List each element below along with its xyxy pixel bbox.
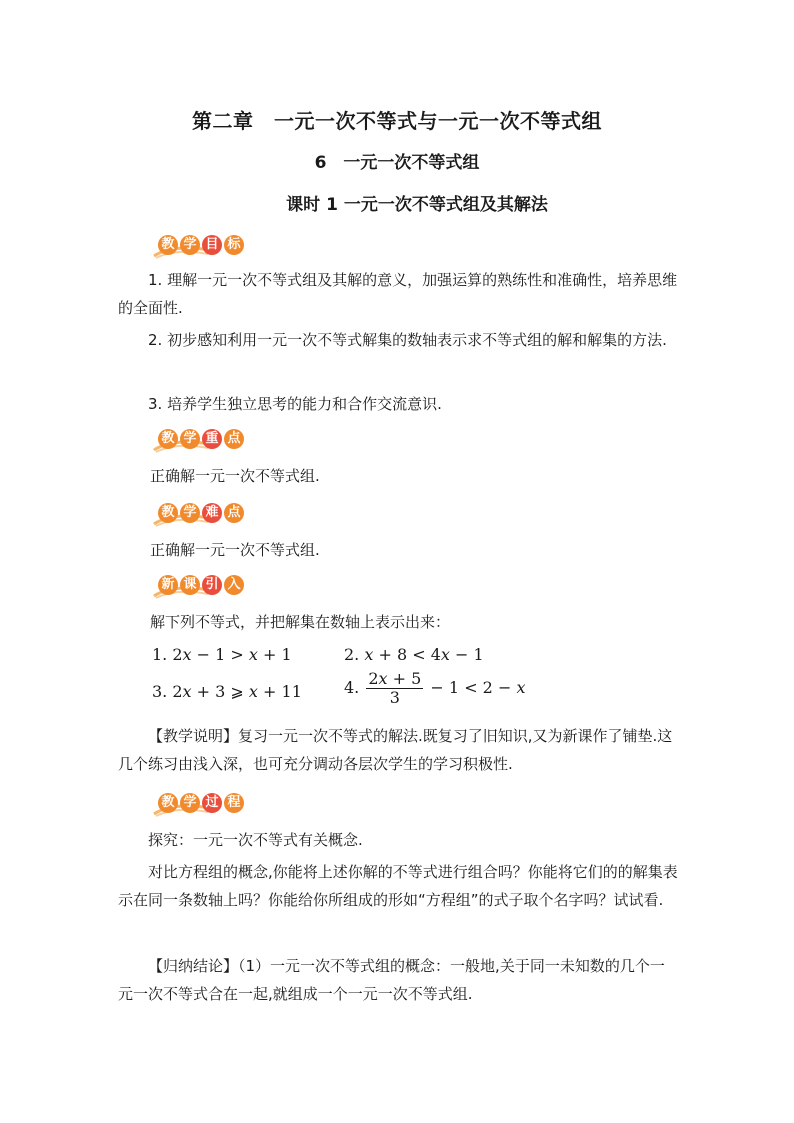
tag-char: 学: [180, 503, 200, 523]
teaching-note: 【教学说明】复习一元一次不等式的解法.既复习了旧知识,又为新课作了铺垫.这几个练习由浅入深，也可充分调动各层次学生的学习积极性.: [118, 727, 673, 773]
intro-prompt: 解下列不等式，并把解集在数轴上表示出来：: [150, 613, 451, 631]
exercise-1: 1. 2x − 1 > x + 1: [152, 645, 292, 664]
question-text: 对比方程组的概念,你能将上述你解的不等式进行组合吗？你能将它们的的解集表示在同一条数轴上吗？你能给你所组成的形如“方程组”的式子取个名字吗？试试看.: [118, 863, 678, 909]
exercise-number: 4.: [344, 678, 360, 697]
tag-char: 重: [202, 429, 222, 449]
tag-char: 学: [180, 429, 200, 449]
exercise-3: 3. 2x + 3 ⩾ x + 11: [152, 682, 302, 701]
tag-char: 标: [224, 235, 244, 255]
exercise-2: 2. x + 8 < 4x − 1: [344, 645, 484, 664]
tag-char: 教: [158, 235, 178, 255]
tag-char: 点: [224, 429, 244, 449]
tag-char: 学: [180, 235, 200, 255]
tag-char: 点: [224, 503, 244, 523]
tag-char: 教: [158, 793, 178, 813]
section-title: 6 一元一次不等式组: [314, 153, 480, 173]
tag-char: 难: [202, 503, 222, 523]
exercise-4: 4. $\frac{2x + 5}{3}$ − 1 < 2 − x: [344, 669, 526, 707]
tag-char: 学: [180, 793, 200, 813]
tag-char: 目: [202, 235, 222, 255]
tag-char: 课: [180, 575, 200, 595]
tag-char: 引: [202, 575, 222, 595]
tag-char: 教: [158, 503, 178, 523]
section-tag-introduction: [158, 574, 246, 596]
section-tag-process: [158, 792, 246, 814]
exercise-number: 1.: [152, 645, 168, 664]
explore-text: 探究：一元一次不等式有关概念.: [148, 831, 363, 849]
lesson-title: 课时 1 一元一次不等式组及其解法: [286, 195, 548, 215]
chapter-title: 第二章 一元一次不等式与一元一次不等式组: [192, 109, 602, 133]
difficulties-text: 正确解一元一次不等式组.: [150, 541, 320, 559]
section-tag-objectives: [158, 234, 246, 256]
exercise-number: 2.: [344, 645, 360, 664]
objective-2: 2. 初步感知利用一元一次不等式解集的数轴表示求不等式组的解和解集的方法.: [148, 331, 667, 349]
objective-1: 1. 理解一元一次不等式组及其解的意义，加强运算的熟练性和准确性，培养思维的全面性.: [118, 271, 678, 317]
tag-char: 程: [224, 793, 244, 813]
tag-char: 入: [224, 575, 244, 595]
conclusion-text: 【归纳结论】（1）一元一次不等式组的概念：一般地,关于同一未知数的几个一元一次不等式合在一起,就组成一个一元一次不等式组.: [118, 957, 665, 1003]
key-points-text: 正确解一元一次不等式组.: [150, 467, 320, 485]
tag-char: 教: [158, 429, 178, 449]
objective-3: 3. 培养学生独立思考的能力和合作交流意识.: [148, 395, 442, 413]
exercise-number: 3.: [152, 682, 168, 701]
tag-char: 过: [202, 793, 222, 813]
tag-char: 新: [158, 575, 178, 595]
fraction: $\frac{2x + 5}{3}$: [368, 669, 422, 707]
section-tag-difficulties: [158, 502, 246, 524]
section-tag-key-points: [158, 428, 246, 450]
